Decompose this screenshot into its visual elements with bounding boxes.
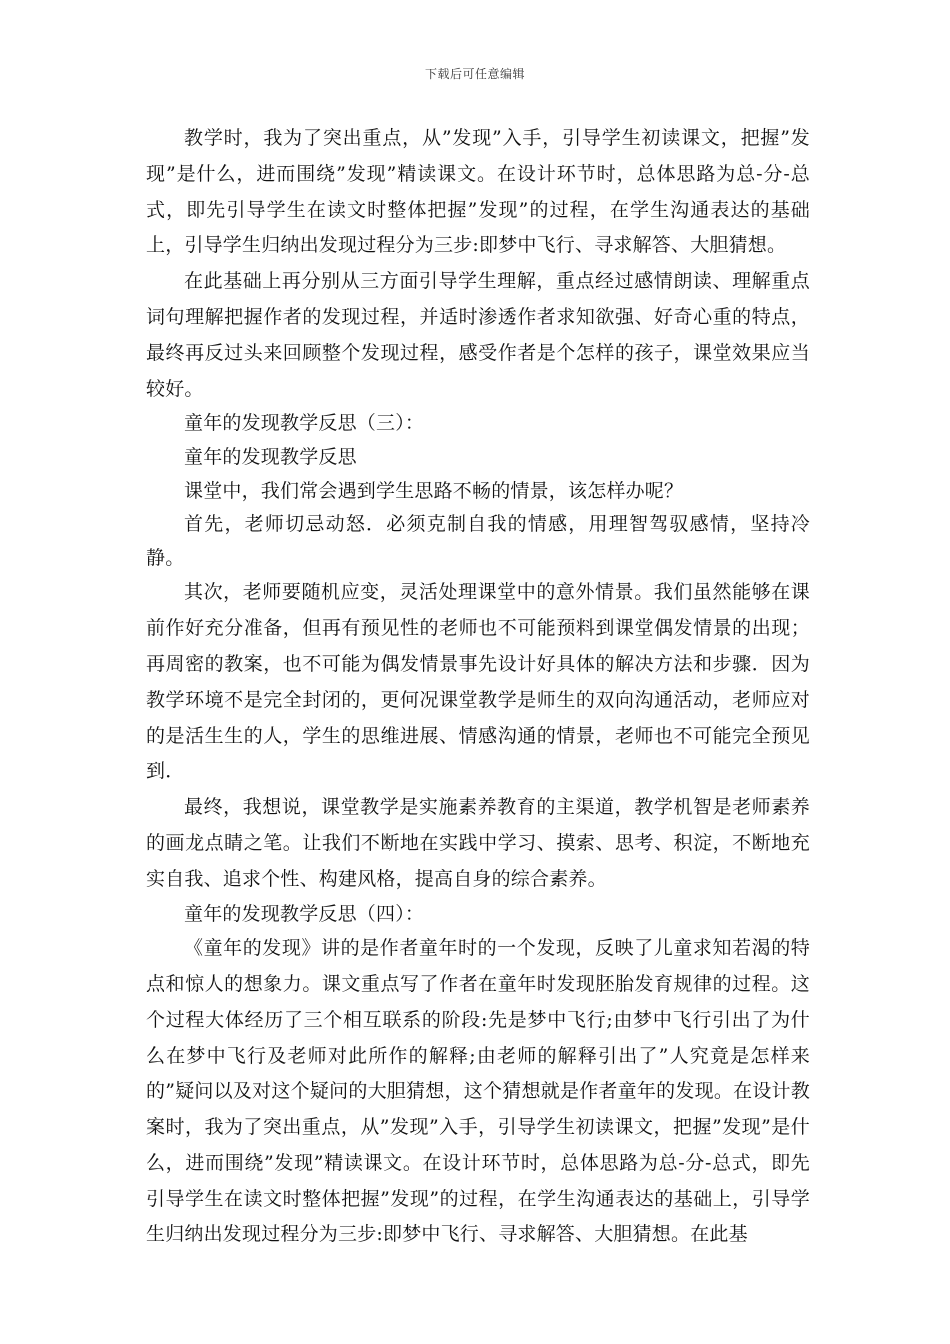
paragraph: 最终，我想说，课堂教学是实施素养教育的主渠道，教学机智是老师素养的画龙点睛之笔。让我们不断地在实践中学习、摸索、思考、积淀，不断地充实自我、追求个性、构建风格，提高自身的综合素养。 (146, 796, 810, 890)
paragraph: 在此基础上再分别从三方面引导学生理解，重点经过感情朗读、理解重点词句理解把握作者的发现过程，并适时渗透作者求知欲强、好奇心重的特点，最终再反过头来回顾整个发现过程，感受作者是个怎样的孩子，课堂效果应当较好。 (146, 270, 810, 400)
paragraph: 其次，老师要随机应变，灵活处理课堂中的意外情景。我们虽然能够在课前作好充分准备，但再有预见性的老师也不可能预料到课堂偶发情景的出现；再周密的教案，也不可能为偶发情景事先设计好具体的解决方法和步骤．因为教学环境不是完全封闭的，更何况课堂教学是师生的双向沟通活动，老师应对的是活生生的人，学生的思维进展、情感沟通的情景，老师也不可能完全预见到． (146, 581, 810, 783)
page-header-note: 下载后可任意编辑 (424, 67, 525, 81)
paragraph: 课堂中，我们常会遇到学生思路不畅的情景，该怎样办呢？ (184, 479, 684, 502)
document-body (146, 121, 810, 1253)
paragraph: 首先，老师切忌动怒．必须克制自我的情感，用理智驾驭感情，坚持冷静。 (146, 513, 810, 569)
section-heading: 童年的发现教学反思（四）： (184, 902, 425, 925)
paragraph: 教学时，我为了突出重点，从”发现”入手，引导学生初读课文，把握”发现”是什么，进而围绕”发现”精读课文。在设计环节时，总体思路为总-分-总式，即先引导学生在读文时整体把握”发现”的过程，在学生沟通表达的基础上，引导学生归纳出发现过程分为三步:即梦中飞行、寻求解答、大胆猜想。 (146, 127, 810, 257)
section-subheading: 童年的发现教学反思 (184, 445, 357, 468)
section-heading: 童年的发现教学反思（三）： (184, 412, 425, 435)
paragraph: 《童年的发现》讲的是作者童年时的一个发现，反映了儿童求知若渴的特点和惊人的想象力。课文重点写了作者在童年时发现胚胎发育规律的过程。这个过程大体经历了三个相互联系的阶段:先是梦中飞行;由梦中飞行引出了为什么在梦中飞行及老师对此所作的解释;由老师的解释引出了”人究竟是怎样来的”疑问以及对这个疑问的大胆猜想，这个猜想就是作者童年的发现。在设计教案时，我为了突出重点，从”发现”入手，引导学生初读课文，把握”发现”是什么，进而围绕”发现”精读课文。在设计环节时，总体思路为总-分-总式，即先引导学生在读文时整体把握”发现”的过程，在学生沟通表达的基础上，引导学生归纳出发现过程分为三步:即梦中飞行、寻求解答、大胆猜想。在此基 (146, 937, 810, 1246)
